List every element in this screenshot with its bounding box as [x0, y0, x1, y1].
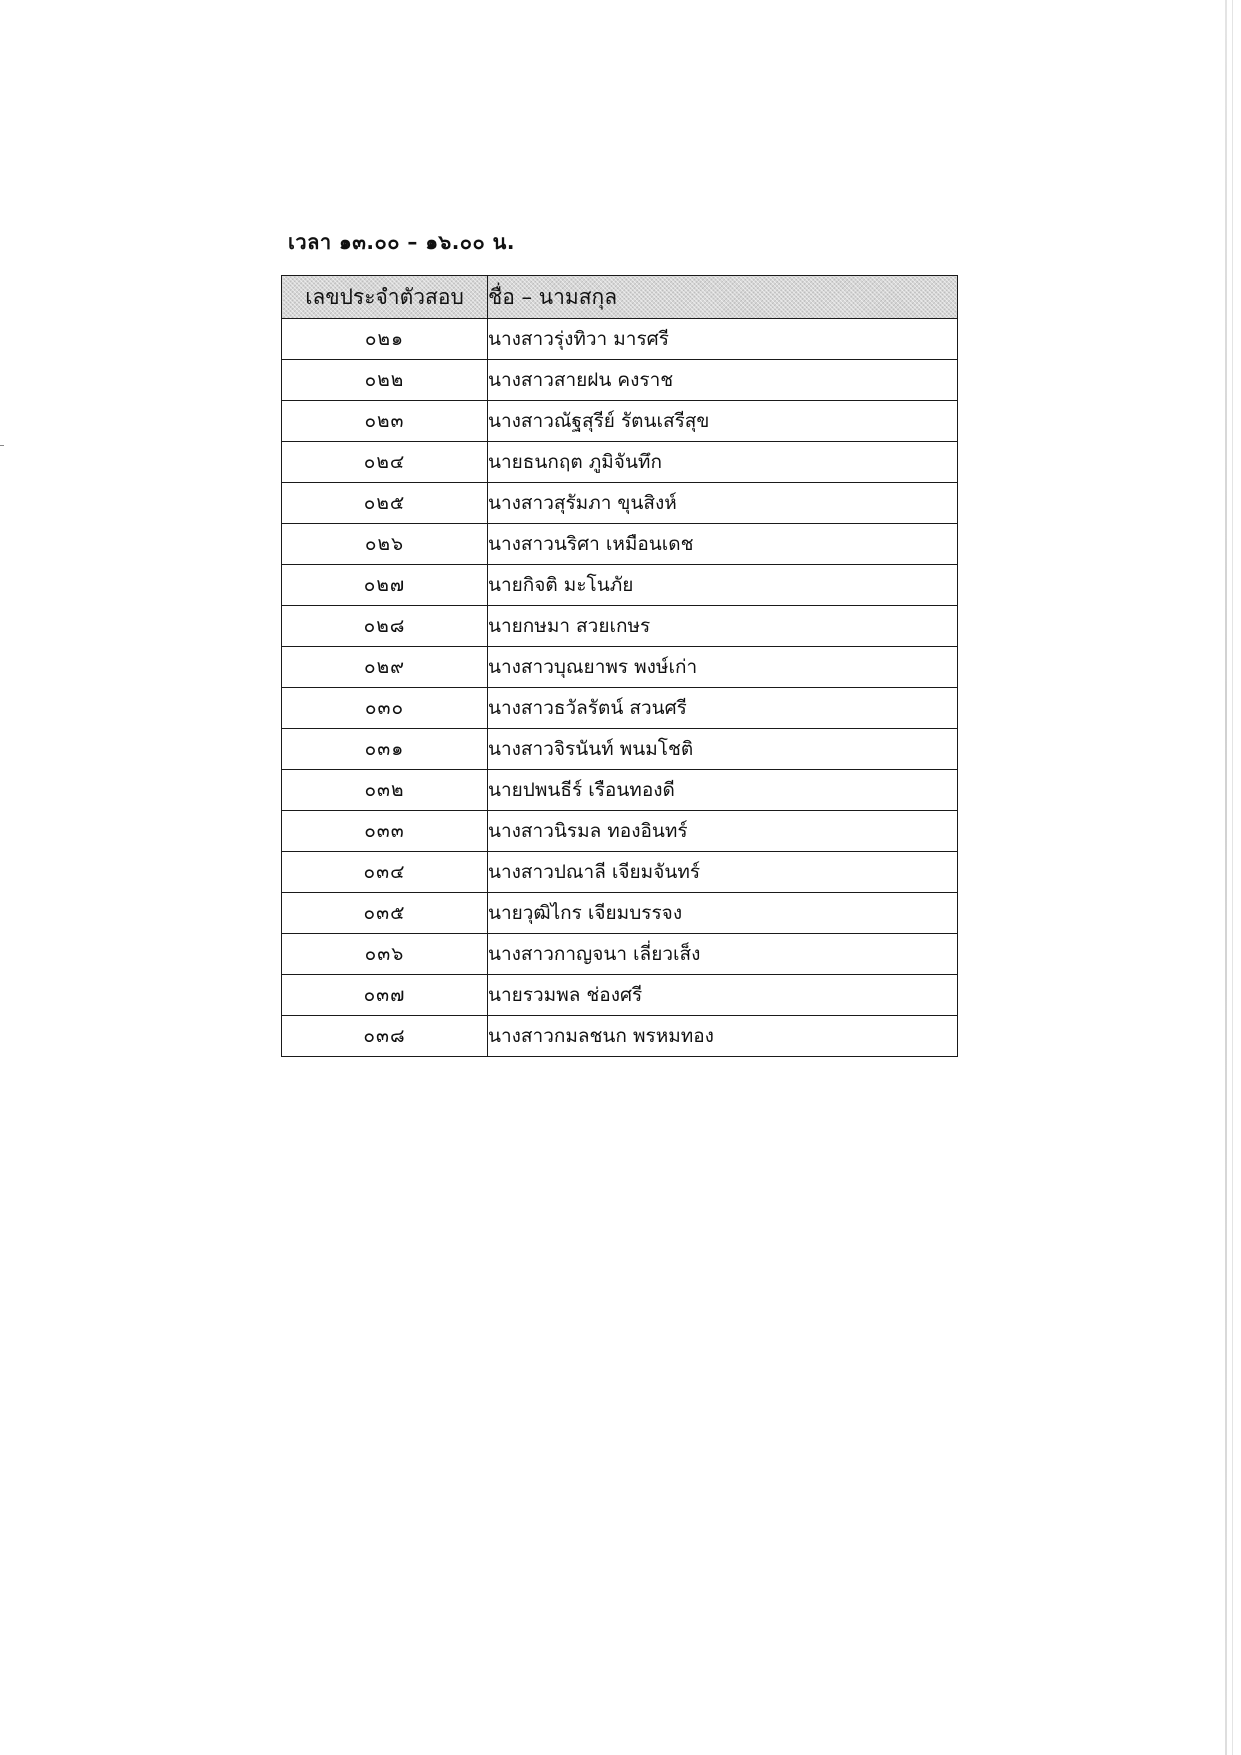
full-name-cell: นางสาวกาญจนา เลี่ยวเส็ง [488, 934, 958, 975]
exam-id-cell: ๐๓๔ [282, 852, 488, 893]
table-row [282, 934, 958, 975]
candidate-table [281, 275, 958, 1057]
table-header-row [282, 276, 958, 319]
exam-id-cell: ๐๓๐ [282, 688, 488, 729]
full-name-cell: นางสาวธวัลรัตน์ สวนศรี [488, 688, 958, 729]
table-row [282, 319, 958, 360]
exam-id-cell: ๐๓๕ [282, 893, 488, 934]
exam-id-cell: ๐๓๖ [282, 934, 488, 975]
table-row [282, 688, 958, 729]
full-name-cell: นายรวมพล ช่องศรี [488, 975, 958, 1016]
table-row [282, 565, 958, 606]
table-row [282, 852, 958, 893]
table-row [282, 442, 958, 483]
table-row [282, 606, 958, 647]
full-name-cell: นางสาวสุรัมภา ขุนสิงห์ [488, 483, 958, 524]
full-name-cell: นายกิจติ มะโนภัย [488, 565, 958, 606]
scan-mark [0, 445, 4, 446]
table-row [282, 401, 958, 442]
exam-id-cell: ๐๒๗ [282, 565, 488, 606]
table-row [282, 360, 958, 401]
full-name-cell: นางสาวบุณยาพร พงษ์เก่า [488, 647, 958, 688]
table-row [282, 1016, 958, 1057]
exam-id-cell: ๐๒๑ [282, 319, 488, 360]
table-row [282, 770, 958, 811]
table-row [282, 811, 958, 852]
exam-id-cell: ๐๒๖ [282, 524, 488, 565]
full-name-cell: นางสาวณัฐสุรีย์ รัตนเสรีสุข [488, 401, 958, 442]
full-name-cell: นายปพนธีร์ เรือนทองดี [488, 770, 958, 811]
exam-id-cell: ๐๓๓ [282, 811, 488, 852]
full-name-cell: นางสาวรุ่งทิวา มารศรี [488, 319, 958, 360]
table-row [282, 975, 958, 1016]
exam-id-cell: ๐๓๘ [282, 1016, 488, 1057]
full-name-cell: นายกษมา สวยเกษร [488, 606, 958, 647]
full-name-cell: นางสาวจิรนันท์ พนมโชติ [488, 729, 958, 770]
header-full-name: ชื่อ – นามสกุล [488, 276, 958, 319]
full-name-cell: นางสาวกมลชนก พรหมทอง [488, 1016, 958, 1057]
exam-id-cell: ๐๒๘ [282, 606, 488, 647]
table-row [282, 524, 958, 565]
exam-id-cell: ๐๒๔ [282, 442, 488, 483]
exam-id-cell: ๐๒๒ [282, 360, 488, 401]
table-row [282, 729, 958, 770]
full-name-cell: นางสาวนิรมล ทองอินทร์ [488, 811, 958, 852]
exam-id-cell: ๐๓๑ [282, 729, 488, 770]
exam-id-cell: ๐๓๗ [282, 975, 488, 1016]
table-row [282, 893, 958, 934]
exam-id-cell: ๐๒๓ [282, 401, 488, 442]
exam-id-cell: ๐๒๕ [282, 483, 488, 524]
full-name-cell: นางสาวสายฝน คงราช [488, 360, 958, 401]
full-name-cell: นายธนกฤต ภูมิจันทึก [488, 442, 958, 483]
table-row [282, 483, 958, 524]
full-name-cell: นายวุฒิไกร เจียมบรรจง [488, 893, 958, 934]
exam-id-cell: ๐๓๒ [282, 770, 488, 811]
header-exam-id: เลขประจำตัวสอบ [282, 276, 488, 319]
table-row [282, 647, 958, 688]
full-name-cell: นางสาวปณาลี เจียมจันทร์ [488, 852, 958, 893]
scan-edge-secondary [1232, 0, 1233, 1755]
exam-id-cell: ๐๒๙ [282, 647, 488, 688]
scan-edge [1225, 0, 1227, 1755]
exam-time-label: เวลา ๑๓.๐๐ – ๑๖.๐๐ น. [288, 230, 515, 254]
full-name-cell: นางสาวนริศา เหมือนเดช [488, 524, 958, 565]
